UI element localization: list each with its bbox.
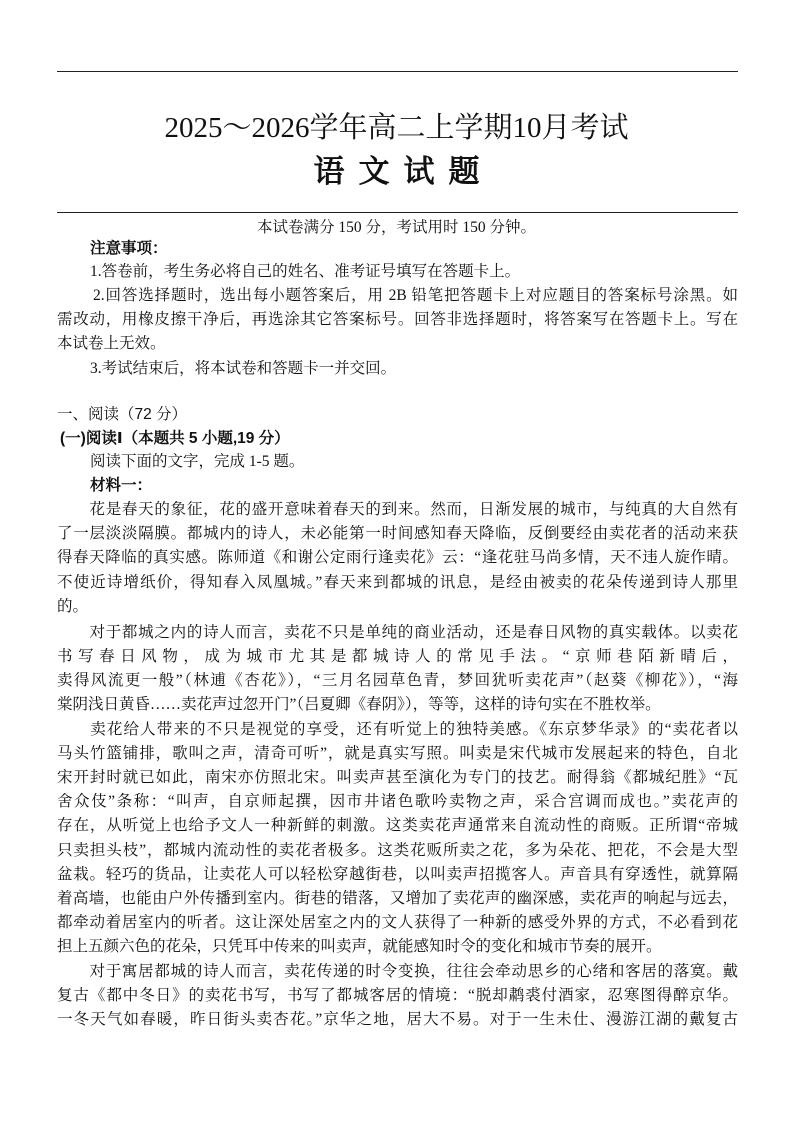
- section-heading: 一、阅读（72 分）: [57, 406, 188, 423]
- passage-line: 舍众伎”条称：“叫声，自京师起撰，因市井诸色歌吟卖物之声，采合宫调而成也。”卖花声的: [57, 793, 738, 811]
- passage-line: 的。: [57, 597, 89, 615]
- passage-line: 对于寓居都城的诗人而言，卖花传递的时令变换，往往会牵动思乡的心绪和客居的落寞。戴: [57, 962, 738, 980]
- passage-line: 得春天降临的真实感。陈师道《和谢公定雨行逢卖花》云：“逢花驻马尚多情，天不违人旋作晴。: [57, 549, 738, 567]
- passage-line: 只卖担头枝”，都城内流动性的卖花者极多。这类花贩所卖之花，多为朵花、把花，不会是大型: [57, 841, 738, 859]
- passage-line: 担上五颜六色的花朵，只凭耳中传来的叫卖声，就能感知时令的变化和城市节奏的展开。: [57, 938, 662, 956]
- passage-line: 棠阴浅日黄昏……卖花声过忽开门”（吕夏卿《春阴》），等等，这样的诗句实在不胜枚举。: [57, 696, 661, 714]
- instruction-item-2-line: 2.回答选择题时，选出每小题答案后，用 2B 铅笔把答题卡上对应题目的答案标号涂黑。如: [93, 287, 738, 304]
- material-label: 材料一：: [90, 477, 153, 494]
- passage-line: 一冬天气如春暖，昨日街头卖杏花。”京华之地，居大不易。对于一生未仕、漫游江湖的戴复古: [57, 1011, 738, 1028]
- passage-line: 不使近诗增纸价，得知春入凤凰城。”春天来到都城的讯息，是经由被卖的花朵传递到诗人那里: [57, 573, 738, 591]
- passage-line: 了一层淡淡隔膜。都城内的诗人，未必能第一时间感知春天降临，反倒要经由卖花者的活动来获: [57, 525, 738, 543]
- exam-subject-title: 语文试题: [313, 154, 494, 189]
- passage-line: 卖得风流更一般”（林逋《杏花》），“三月名园草色青，梦回犹听卖花声”（赵葵《柳花》），“海: [57, 672, 738, 690]
- passage-line: 对于都城之内的诗人而言，卖花不只是单纯的商业活动，还是春日风物的真实载体。以卖花: [57, 623, 738, 641]
- instruction-item-3: 3.考试结束后，将本试卷和答题卡一并交回。: [90, 360, 397, 377]
- reading-prompt: 阅读下面的文字，完成 1-5 题。: [90, 453, 305, 470]
- passage-line: 卖花给人带来的不只是视觉的享受，还有听觉上的独特美感。《东京梦华录》的“卖花者以: [57, 720, 738, 738]
- bottom-rule: [57, 212, 738, 213]
- passage-line: 着高墙，也能由户外传播到室内。街巷的错落，又增加了卖花声的幽深感，卖花声的响起与远去，: [57, 890, 738, 907]
- instructions-heading: 注意事项：: [90, 240, 168, 257]
- subsection-heading: (一)阅读Ⅰ（本题共 5 小题,19 分）: [60, 430, 290, 447]
- top-rule: [57, 71, 738, 72]
- passage-line: 存在，从听觉上也给予文人一种新鲜的刺激。这类卖花声通常来自流动性的商贩。正所谓“帝城: [57, 817, 738, 835]
- exam-note: 本试卷满分 150 分，考试用时 150 分钟。: [256, 219, 536, 236]
- passage-line: 马头竹篮铺排，歌叫之声，清奇可听”，就是真实写照。叫卖是宋代城市发展起来的特色，自北: [57, 744, 738, 762]
- instruction-item-1: 1.答卷前，考生务必将自己的姓名、准考证号填写在答题卡上。: [90, 263, 521, 280]
- instruction-item-2-line: 需改动，用橡皮擦干净后，再选涂其它答案标号。回答非选择题时，将答案写在答题卡上。写在: [57, 311, 738, 328]
- instruction-item-2-line: 本试卷上无效。: [57, 335, 166, 352]
- passage-line: 书写春日风物，成为城市尤其是都城诗人的常见手法。“京师巷陌新晴后，: [57, 648, 738, 665]
- passage-line: 盆栽。轻巧的货品，让卖花人可以轻松穿越街巷，以叫卖声招揽客人。声音具有穿透性，就算隔: [57, 865, 738, 883]
- passage-line: 复古《都中冬日》的卖花书写，书写了都城客居的情境：“脱却鹔裘付酒家，忍寒图得醉京华。: [57, 986, 738, 1004]
- passage-line: 都牵动着居室内的听者。这让深处居室之内的文人获得了一种新的感受外界的方式，不必看到花: [57, 914, 738, 932]
- exam-title: 2025～2026学年高二上学期10月考试: [164, 112, 629, 144]
- passage-line: 宋开封时就已如此，南宋亦仿照北宋。叫卖声甚至演化为专门的技艺。耐得翁《都城纪胜》“瓦: [57, 769, 738, 786]
- passage-line: 花是春天的象征，花的盛开意味着春天的到来。然而，日渐发展的城市，与纯真的大自然有: [57, 501, 738, 518]
